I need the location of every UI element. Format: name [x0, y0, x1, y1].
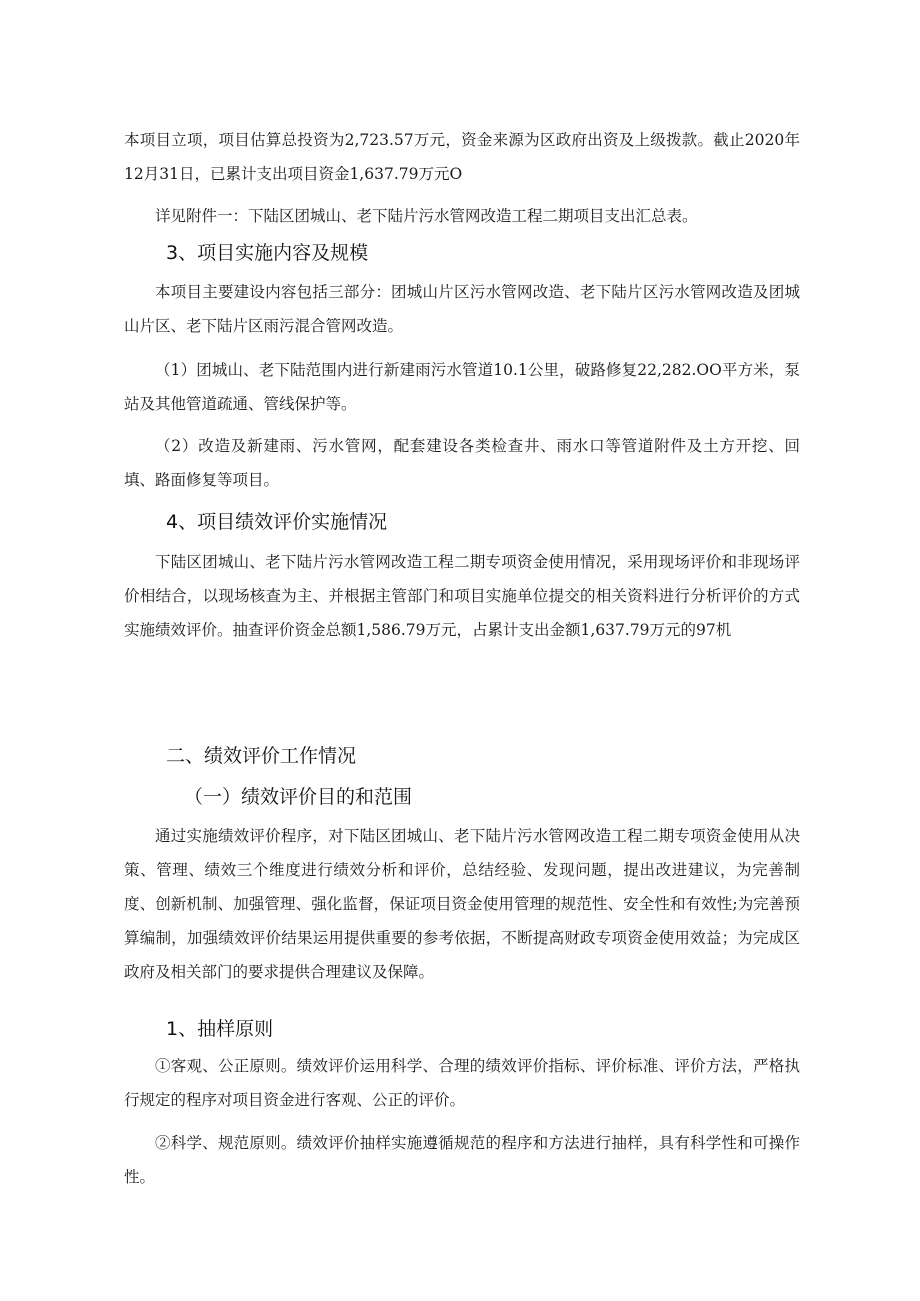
paragraph-construction-content: 本项目主要建设内容包括三部分：团城山片区污水管网改造、老下陆片区污水管网改造及团城山片区、老下陆片区雨污混合管网改造。 — [124, 283, 800, 335]
paragraph-investment: 本项目立项，项目估算总投资为2,723.57万元，资金来源为区政府出资及上级拨款。截止2020年12月31日，已累计支出项目资金1,637.79万元O — [124, 131, 800, 183]
paragraph-item-1: （1）团城山、老下陆范围内进行新建雨污水管道10.1公里，破路修复22,282.OO平方米，泵站及其他管道疏通、管线保护等。 — [124, 361, 800, 413]
heading-sampling-principles: 1、抽样原则 — [166, 1018, 274, 1040]
paragraph-principle-scientific: ②科学、规范原则。绩效评价抽样实施遵循规范的程序和方法进行抽样，具有科学性和可操作性。 — [124, 1134, 800, 1186]
paragraph-attachment: 详见附件一：下陆区团城山、老下陆片污水管网改造工程二期项目支出汇总表。 — [155, 207, 698, 225]
heading-section-two: 二、绩效评价工作情况 — [166, 745, 357, 767]
paragraph-purpose: 通过实施绩效评价程序，对下陆区团城山、老下陆片污水管网改造工程二期专项资金使用从决策、管理、绩效三个维度进行绩效分析和评价，总结经验、发现问题，提出改进建议，为完善制度、创新机制、加强管理、强化监督，保证项目资金使用管理的规范性、安全性和有效性;为完善预算编制，加强绩效评价结果运用提供重要的参考依据，不断提高财政专项资金使用效益；为完成区政府及相关部门的要求提供合理建议及保障。 — [124, 827, 800, 981]
paragraph-item-2: （2）改造及新建雨、污水管网，配套建设各类检查井、雨水口等管道附件及土方开挖、回填、路面修复等项目。 — [124, 437, 800, 489]
heading-purpose-scope: （一）绩效评价目的和范围 — [184, 786, 413, 808]
paragraph-evaluation-method: 下陆区团城山、老下陆片污水管网改造工程二期专项资金使用情况，采用现场评价和非现场评价相结合，以现场核查为主、并根据主管部门和项目实施单位提交的相关资料进行分析评价的方式实施绩效评价。抽查评价资金总额1,586.79万元，占累计支出金额1,637.79万元的97机 — [124, 553, 800, 639]
heading-evaluation-implementation: 4、项目绩效评价实施情况 — [166, 511, 388, 533]
paragraph-principle-objective: ①客观、公正原则。绩效评价运用科学、合理的绩效评价指标、评价标准、评价方法，严格执行规定的程序对项目资金进行客观、公正的评价。 — [124, 1057, 800, 1109]
heading-implementation-scope: 3、项目实施内容及规模 — [166, 242, 369, 264]
